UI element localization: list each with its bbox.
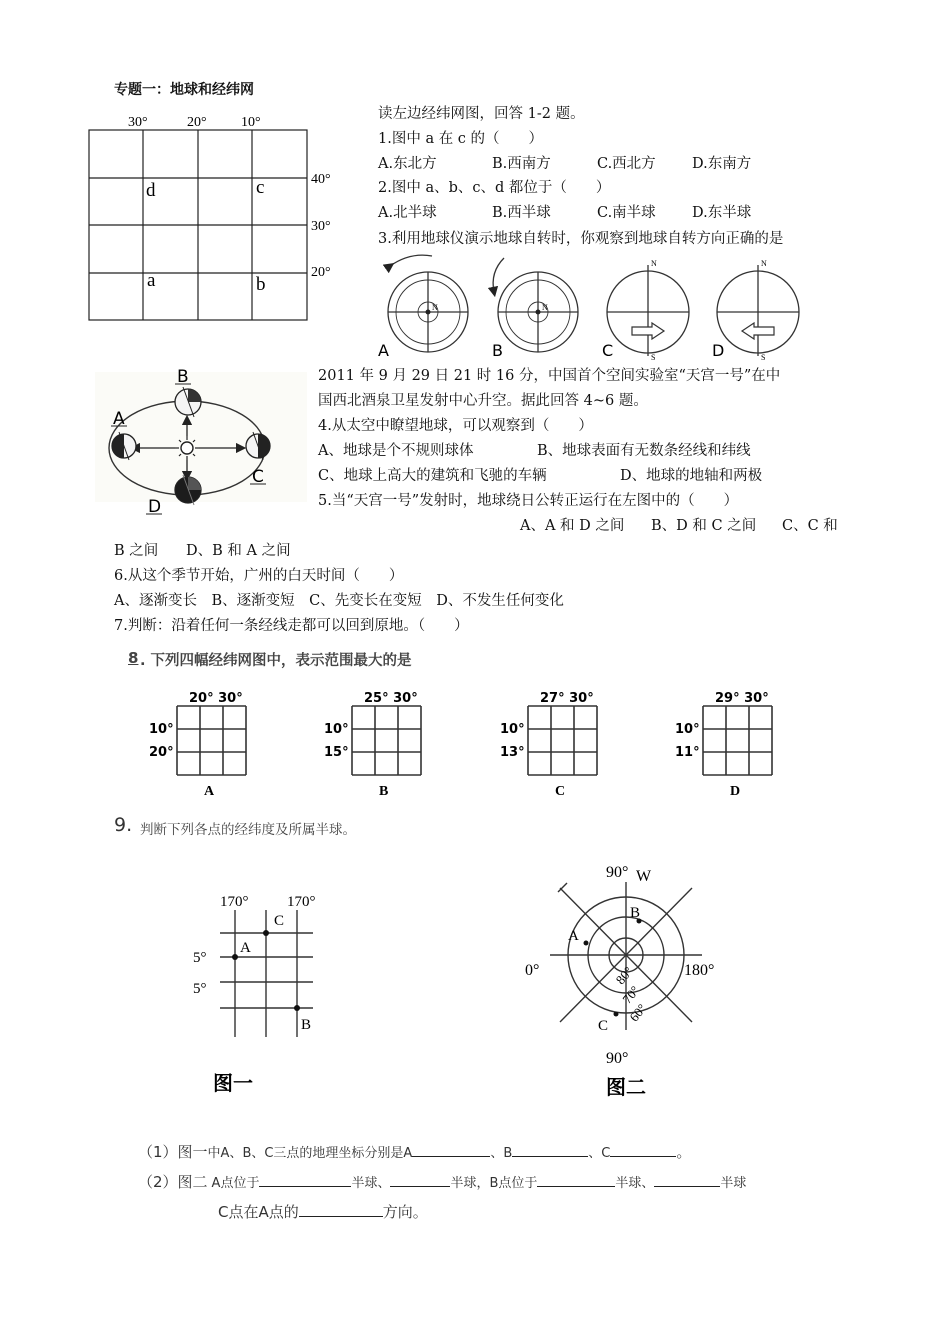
q9-sub1-end: 。 [676,1143,692,1161]
q8-stem: . 下列四幅经纬网图中，表示范围最大的是 [140,653,412,669]
globe-b-n-label: N [542,303,548,312]
fig2-ring-80: 80° [612,963,636,988]
fig1-lat-2: 5° [193,981,207,997]
q1-option-b: B.西南方 [492,156,551,172]
q1-option-d: D.东南方 [692,156,752,172]
q9-blank-a-hemi2[interactable] [390,1172,450,1187]
q9-sub2-t2: 半球、 [351,1176,391,1191]
globe-d-s-label: S [761,353,766,362]
q9-sub2-prefix: （2）图二 [138,1173,208,1191]
q9-sub3 [218,1201,428,1222]
fig1-lat-1: 5° [193,950,207,966]
q9-sub1-b: 、B [490,1146,513,1161]
q3-option-b: B [492,341,503,360]
fig2-point-a: A [568,928,579,944]
orbit-label-b: B [177,367,189,387]
q8-grid-d [675,691,772,799]
fig1-lon-2: 170° [287,894,316,910]
q9-sub2-t5: 半球 [720,1176,747,1191]
q4-option-b: B、地球表面有无数条经线和纬线 [537,443,751,459]
q5-stem: 5.当“天宫一号”发射时，地球绕日公转正运行在左图中的（ ） [318,493,739,509]
q9-blank-direction[interactable] [299,1202,383,1217]
intro-456-line2: 国西北酒泉卫星发射中心升空。据此回答 4~6 题。 [318,393,648,409]
q8-grid-a [149,691,246,799]
q9-blank-a-hemi1[interactable] [259,1172,351,1187]
q9-sub2 [138,1171,746,1192]
fig1-point-b: B [301,1017,312,1033]
fig1-caption: 图一 [213,1071,253,1095]
q9-sub1-c: 、C [588,1146,611,1161]
orbit-label-c: C [252,467,264,487]
fig1-lon-1: 170° [220,894,249,910]
q9-sub1 [138,1141,691,1162]
q5-option-c: C、C 和 [782,518,838,534]
point-c: c [256,177,265,198]
q4-option-a: A、地球是个不规则球体 [318,443,474,459]
q8-grid-option-label: B [379,784,389,799]
q3-stem: 3.利用地球仪演示地球自转时，你观察到地球自转方向正确的是 [378,231,784,247]
q8-grid-lat2: 11° [675,745,700,760]
fig2-caption: 图二 [606,1075,646,1099]
q8-grid-top-label: 27° 30° [540,691,594,706]
q8-grid-option-label: A [204,784,215,799]
globe-c-s-label: S [651,353,656,362]
q6-options: A、逐渐变长 B、逐渐变短 C、先变长在变短 D、不发生任何变化 [114,593,564,609]
fig2-point-b: B [630,905,641,921]
q8-grid-top-label: 25° 30° [364,691,418,706]
q2-option-b: B.西半球 [492,205,551,221]
q9-blank-b-hemi2[interactable] [654,1172,720,1187]
fig2-point-c: C [598,1018,609,1034]
q6-stem: 6.从这个季节开始，广州的白天时间（ ） [114,568,404,584]
q9-sub2-t3: 半球，B点位于 [450,1176,538,1191]
q4-option-d: D、地球的地轴和两极 [620,468,763,484]
lon-label-10: 10° [241,115,261,130]
q2-option-a: A.北半球 [378,205,437,221]
q2-stem: 2.图中 a、b、c、d 都位于（ ） [378,180,611,196]
q9-sub1-prefix: （1）图一 [138,1143,208,1161]
q8-grids-figure [140,688,790,803]
fig2-right-label: 180° [684,962,715,979]
q5-option-d: D、B 和 A 之间 [186,543,291,559]
point-a: a [147,270,156,291]
fig2-ring-60: 60° [626,1000,650,1025]
q8-grid-top-label: 20° 30° [189,691,243,706]
q8-grid-top-label: 29° 30° [715,691,769,706]
q8-grid-lat2: 15° [324,745,349,760]
q2-option-c: C.南半球 [597,205,656,221]
fig2-left-label: 0° [525,962,540,979]
q4-option-c: C、地球上高大的建筑和飞驰的车辆 [318,468,547,484]
q9-figure-1 [185,885,335,1095]
orbit-diagram [95,362,310,537]
lat-label-20: 20° [311,265,331,280]
intro-456-line1: 2011 年 9 月 29 日 21 时 16 分，中国首个空间实验室“天宫一号”在中 [318,368,781,384]
q9-figure-2 [520,858,730,1098]
fig1-point-a: A [240,940,251,956]
fig2-ring-70: 70° [619,982,643,1007]
q5-option-c-cont: B 之间 [114,543,159,559]
lat-lon-grid-figure [80,108,360,328]
orbit-label-d: D [148,497,162,517]
orbit-label-a: A [113,409,125,429]
q8-grid-lat1: 10° [675,722,700,737]
fig2-top-label: 90° [606,864,629,881]
q8-grid-option-label: C [555,784,566,799]
lat-label-30: 30° [311,219,331,234]
globe-c-n-label: N [651,259,657,268]
globe-a-n-label: N [432,303,438,312]
q9-sub1-text: 中A、B、C三点的地理坐标分别是A [207,1146,413,1161]
q2-option-d: D.东半球 [692,205,752,221]
globe-d-n-label: N [761,259,767,268]
q8-grid-lat1: 10° [500,722,525,737]
lon-label-20: 20° [187,115,207,130]
q3-option-c: C [602,341,614,360]
q9-blank-b-hemi1[interactable] [537,1172,615,1187]
q8-number: 8 [128,649,139,667]
q3-globes-figure [370,250,810,362]
q9-blank-b[interactable] [512,1142,588,1157]
q5-option-a: A、A 和 D 之间 [520,518,625,534]
q3-option-d: D [712,341,725,360]
q8-grid-lat1: 10° [149,722,174,737]
q9-blank-a[interactable] [412,1142,490,1157]
lat-label-40: 40° [311,172,331,187]
q4-stem: 4.从太空中瞭望地球，可以观察到（ ） [318,418,593,434]
q9-blank-c[interactable] [610,1142,676,1157]
q5-option-b: B、D 和 C 之间 [651,518,757,534]
q9-sub2-t4: 半球、 [615,1176,655,1191]
point-d: d [146,180,156,201]
page-title: 专题一：地球和经纬网 [114,82,254,98]
q1-option-c: C.西北方 [597,156,656,172]
q8-grid-lat1: 10° [324,722,349,737]
fig1-point-c: C [274,913,285,929]
fig2-bottom-label: 90° [606,1050,629,1067]
q8-grid-lat2: 13° [500,745,525,760]
q8-grid-c [500,691,597,799]
q9-sub2-t1: A点位于 [211,1176,260,1191]
q1-option-a: A.东北方 [378,156,437,172]
q8-grid-option-label: D [730,784,741,799]
q9-number: 9. [114,814,133,836]
lon-label-30: 30° [128,115,148,130]
point-b: b [256,274,266,295]
q8-grid-lat2: 20° [149,745,174,760]
fig2-top-w: W [636,868,652,885]
q9-sub3-t1: C点在A点的 [218,1203,299,1221]
q-intro: 读左边经纬网图，回答 1-2 题。 [378,106,585,122]
q8-grid-b [324,691,421,799]
q7-stem: 7.判断：沿着任何一条经线走都可以回到原地。（ ） [114,618,469,634]
q3-option-a: A [378,341,389,360]
q9-stem: 判断下列各点的经纬度及所属半球。 [140,822,356,838]
q1-stem: 1.图中 a 在 c 的（ ） [378,131,544,147]
q9-sub3-t2: 方向。 [382,1203,428,1221]
